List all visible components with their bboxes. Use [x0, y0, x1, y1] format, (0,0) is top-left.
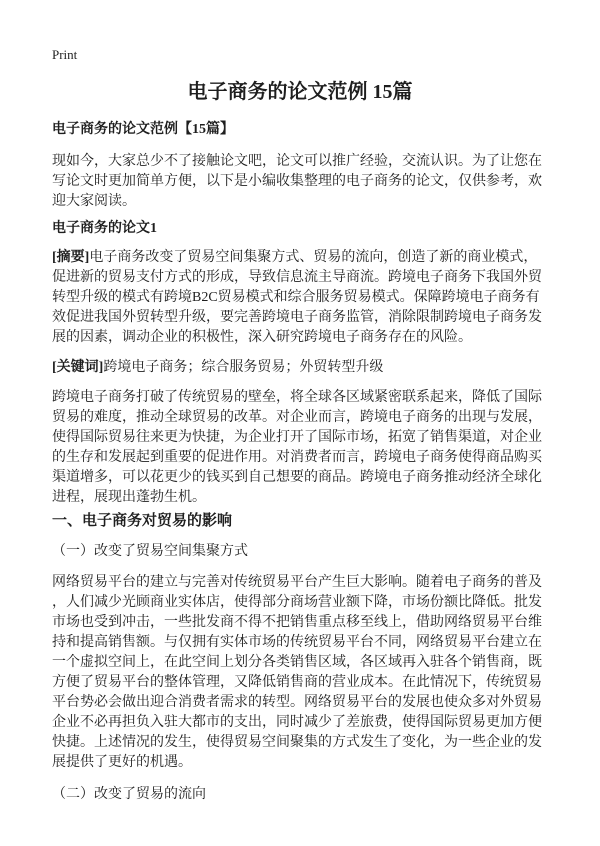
- section-1-heading: 一、电子商务对贸易的影响: [52, 513, 233, 529]
- subsection-1-paragraph: 网络贸易平台的建立与完善对传统贸易平台产生巨大影响。随着电子商务的普及，人们减少光顾商业实体店，使得部分商场营业额下降，市场份额比降低。批发市场也受到冲击，一些批发商不得不把销售重点移至线上，借助网络贸易平台维持和提高销售额。与仅拥有实体市场的传统贸易平台不同，网络贸易平台建立在一个虚拟空间上，在此空间上划分各类销售区域，各区域再入驻各个销售商，既方便了贸易平台的整体管理，又降低销售商的营业成本。在此情况下，传统贸易平台势必会做出迎合消费者需求的转型。网络贸易平台的发展也使众多对外贸易企业不必再担负入驻大都市的支出，同时减少了差旅费，使得国际贸易更加方便快捷。上述情况的发生，使得贸易空间聚集的方式发生了变化，为一些企业的发展提供了更好的机遇。: [52, 575, 542, 770]
- subsection-2-heading: （二）改变了贸易的流向: [52, 787, 206, 802]
- keywords-label: [关键词]: [52, 360, 104, 375]
- keywords-paragraph: [52, 358, 548, 378]
- print-link[interactable]: Print: [52, 47, 78, 62]
- abstract-label: [摘要]: [52, 250, 90, 265]
- doc-subtitle: 电子商务的论文范例【15篇】: [52, 122, 234, 137]
- article-1-heading: 电子商务的论文1: [52, 221, 157, 236]
- overview-paragraph: 跨境电子商务打破了传统贸易的壁垒，将全球各区域紧密联系起来，降低了国际贸易的难度，推动全球贸易的改革。对企业而言，跨境电子商务的出现与发展，使得国际贸易往来更为快捷，为企业打开了国际市场，拓宽了销售渠道，对企业的生存和发展起到重要的促进作用。对消费者而言，跨境电子商务使得商品购买渠道增多，可以花更少的钱买到自己想要的商品。跨境电子商务推动经济全球化进程，展现出蓬勃生机。: [52, 390, 542, 505]
- page-title: 电子商务的论文范例 15篇: [187, 81, 413, 103]
- abstract-paragraph: [52, 248, 548, 348]
- intro-paragraph: 现如今，大家总少不了接触论文吧，论文可以推广经验，交流认识。为了让您在写论文时更加简单方便，以下是小编收集整理的电子商务的论文，仅供参考，欢迎大家阅读。: [52, 154, 542, 209]
- keywords-text: 跨境电子商务；综合服务贸易；外贸转型升级: [103, 360, 384, 375]
- abstract-text: 电子商务改变了贸易空间集聚方式、贸易的流向，创造了新的商业模式，促进新的贸易支付方式的形成，导致信息流主导商流。跨境电子商务下我国外贸转型升级的模式有跨境B2C贸易模式和综合服务贸易模式。保障跨境电子商务有效促进我国外贸转型升级，要完善跨境电子商务监管，消除限制跨境电子商务发展的因素，调动企业的积极性，深入研究跨境电子商务存在的风险。: [52, 250, 542, 345]
- subsection-1-heading: （一）改变了贸易空间集聚方式: [52, 544, 248, 559]
